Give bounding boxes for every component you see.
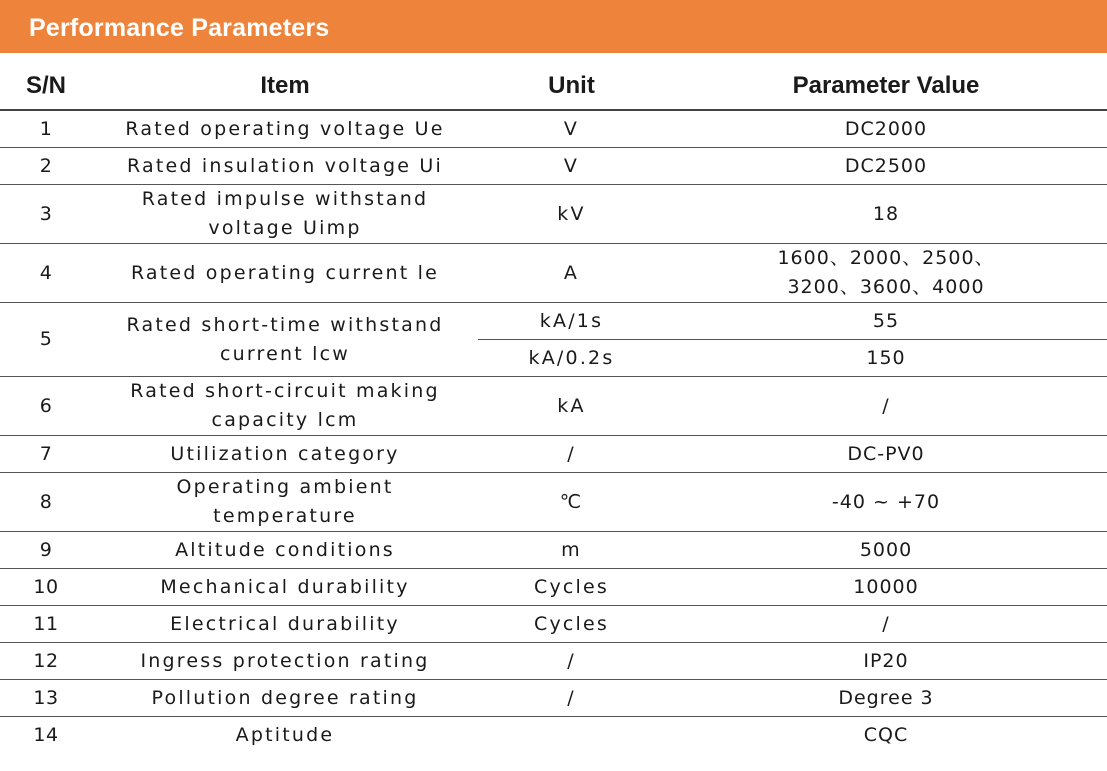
sn-cell: 2: [0, 148, 92, 185]
sn-cell: 7: [0, 436, 92, 473]
sn-cell: 13: [0, 680, 92, 717]
item-line: voltage Uimp: [208, 217, 362, 239]
item-cell: Rated operating current le: [92, 244, 478, 303]
table-row: [0, 244, 1107, 303]
item-cell: Ingress protection rating: [92, 643, 478, 680]
table-row: [0, 303, 1107, 340]
sn-cell: 4: [0, 244, 92, 303]
item-cell: Rated operating voltage Ue: [92, 110, 478, 148]
sn-cell: 14: [33, 723, 59, 746]
value-cell: /: [665, 606, 1107, 643]
section-title: Performance Parameters: [29, 14, 330, 42]
value-cell: 55: [665, 303, 1107, 340]
unit-cell: Cycles: [478, 606, 665, 643]
item-line: Rated impulse withstand: [141, 188, 429, 210]
item-line: capacity lcm: [211, 409, 359, 431]
item-cell: Altitude conditions: [92, 532, 478, 569]
sn-cell: 9: [0, 532, 92, 569]
value-line: 1600、2000、2500、: [777, 247, 995, 269]
table-row: [0, 532, 1107, 569]
header-row: [0, 62, 1107, 110]
value-cell: [665, 244, 1107, 303]
sn-cell: 3: [0, 185, 92, 244]
header-unit: Unit: [478, 62, 665, 110]
unit-cell: /: [478, 643, 665, 680]
table-row: [0, 377, 1107, 436]
value-cell: Degree 3: [665, 680, 1107, 717]
value-cell: 10000: [665, 569, 1107, 606]
table-row: [0, 680, 1107, 717]
parameters-table: [0, 62, 1107, 753]
unit-cell: Cycles: [478, 569, 665, 606]
item-cell: Electrical durability: [92, 606, 478, 643]
table-row: [0, 148, 1107, 185]
item-cell: Pollution degree rating: [92, 680, 478, 717]
sn-cell: 10: [0, 569, 92, 606]
value-cell: DC2500: [665, 148, 1107, 185]
value-cell: IP20: [665, 643, 1107, 680]
item-line: current lcw: [219, 342, 351, 365]
unit-cell: A: [478, 244, 665, 303]
table-row: [0, 717, 1107, 754]
value-cell: DC2000: [665, 110, 1107, 148]
value-cell: /: [665, 377, 1107, 436]
value-cell: DC-PV0: [665, 436, 1107, 473]
item-line: temperature: [213, 505, 357, 527]
table-row: [0, 185, 1107, 244]
item-line: Operating ambient: [176, 476, 394, 498]
sn-cell: 8: [0, 473, 92, 532]
value-cell: 18: [665, 185, 1107, 244]
item-cell: [92, 303, 478, 377]
sn-cell: 11: [0, 606, 92, 643]
table-row: [0, 436, 1107, 473]
unit-cell: kA/0.2s: [478, 340, 665, 377]
item-cell: [92, 377, 478, 436]
unit-cell: V: [478, 110, 665, 148]
table-row: [0, 643, 1107, 680]
value-cell: -40 ~ +70: [665, 473, 1107, 532]
unit-cell: kV: [478, 185, 665, 244]
sn-cell: 5: [0, 303, 92, 377]
item-cell: Utilization category: [92, 436, 478, 473]
item-line: Rated short-time withstand: [126, 313, 444, 336]
value-cell: 150: [665, 340, 1107, 377]
section-banner: [0, 0, 1107, 53]
item-cell: Rated insulation voltage Ui: [92, 148, 478, 185]
unit-cell: m: [478, 532, 665, 569]
unit-cell: [478, 717, 665, 754]
table-row: [0, 569, 1107, 606]
unit-cell: /: [478, 680, 665, 717]
sn-cell: 6: [0, 377, 92, 436]
unit-cell: V: [478, 148, 665, 185]
table-row: [0, 606, 1107, 643]
unit-cell: kA/1s: [478, 303, 665, 340]
value-cell: 5000: [665, 532, 1107, 569]
unit-cell: /: [478, 436, 665, 473]
header-item: Item: [92, 62, 478, 110]
value-line: 3200、3600、4000: [787, 276, 985, 298]
table-row: [0, 473, 1107, 532]
item-line: Rated short-circuit making: [130, 380, 440, 402]
sn-cell: 12: [0, 643, 92, 680]
header-value: Parameter Value: [665, 62, 1107, 110]
table-row: [0, 110, 1107, 148]
unit-cell: ℃: [478, 473, 665, 532]
sn-cell: 1: [0, 110, 92, 148]
item-cell: Aptitude: [235, 723, 335, 746]
item-cell: [92, 473, 478, 532]
value-cell: CQC: [863, 723, 909, 746]
unit-cell: kA: [478, 377, 665, 436]
header-sn: S/N: [0, 62, 92, 110]
item-cell: [92, 185, 478, 244]
item-cell: Mechanical durability: [92, 569, 478, 606]
